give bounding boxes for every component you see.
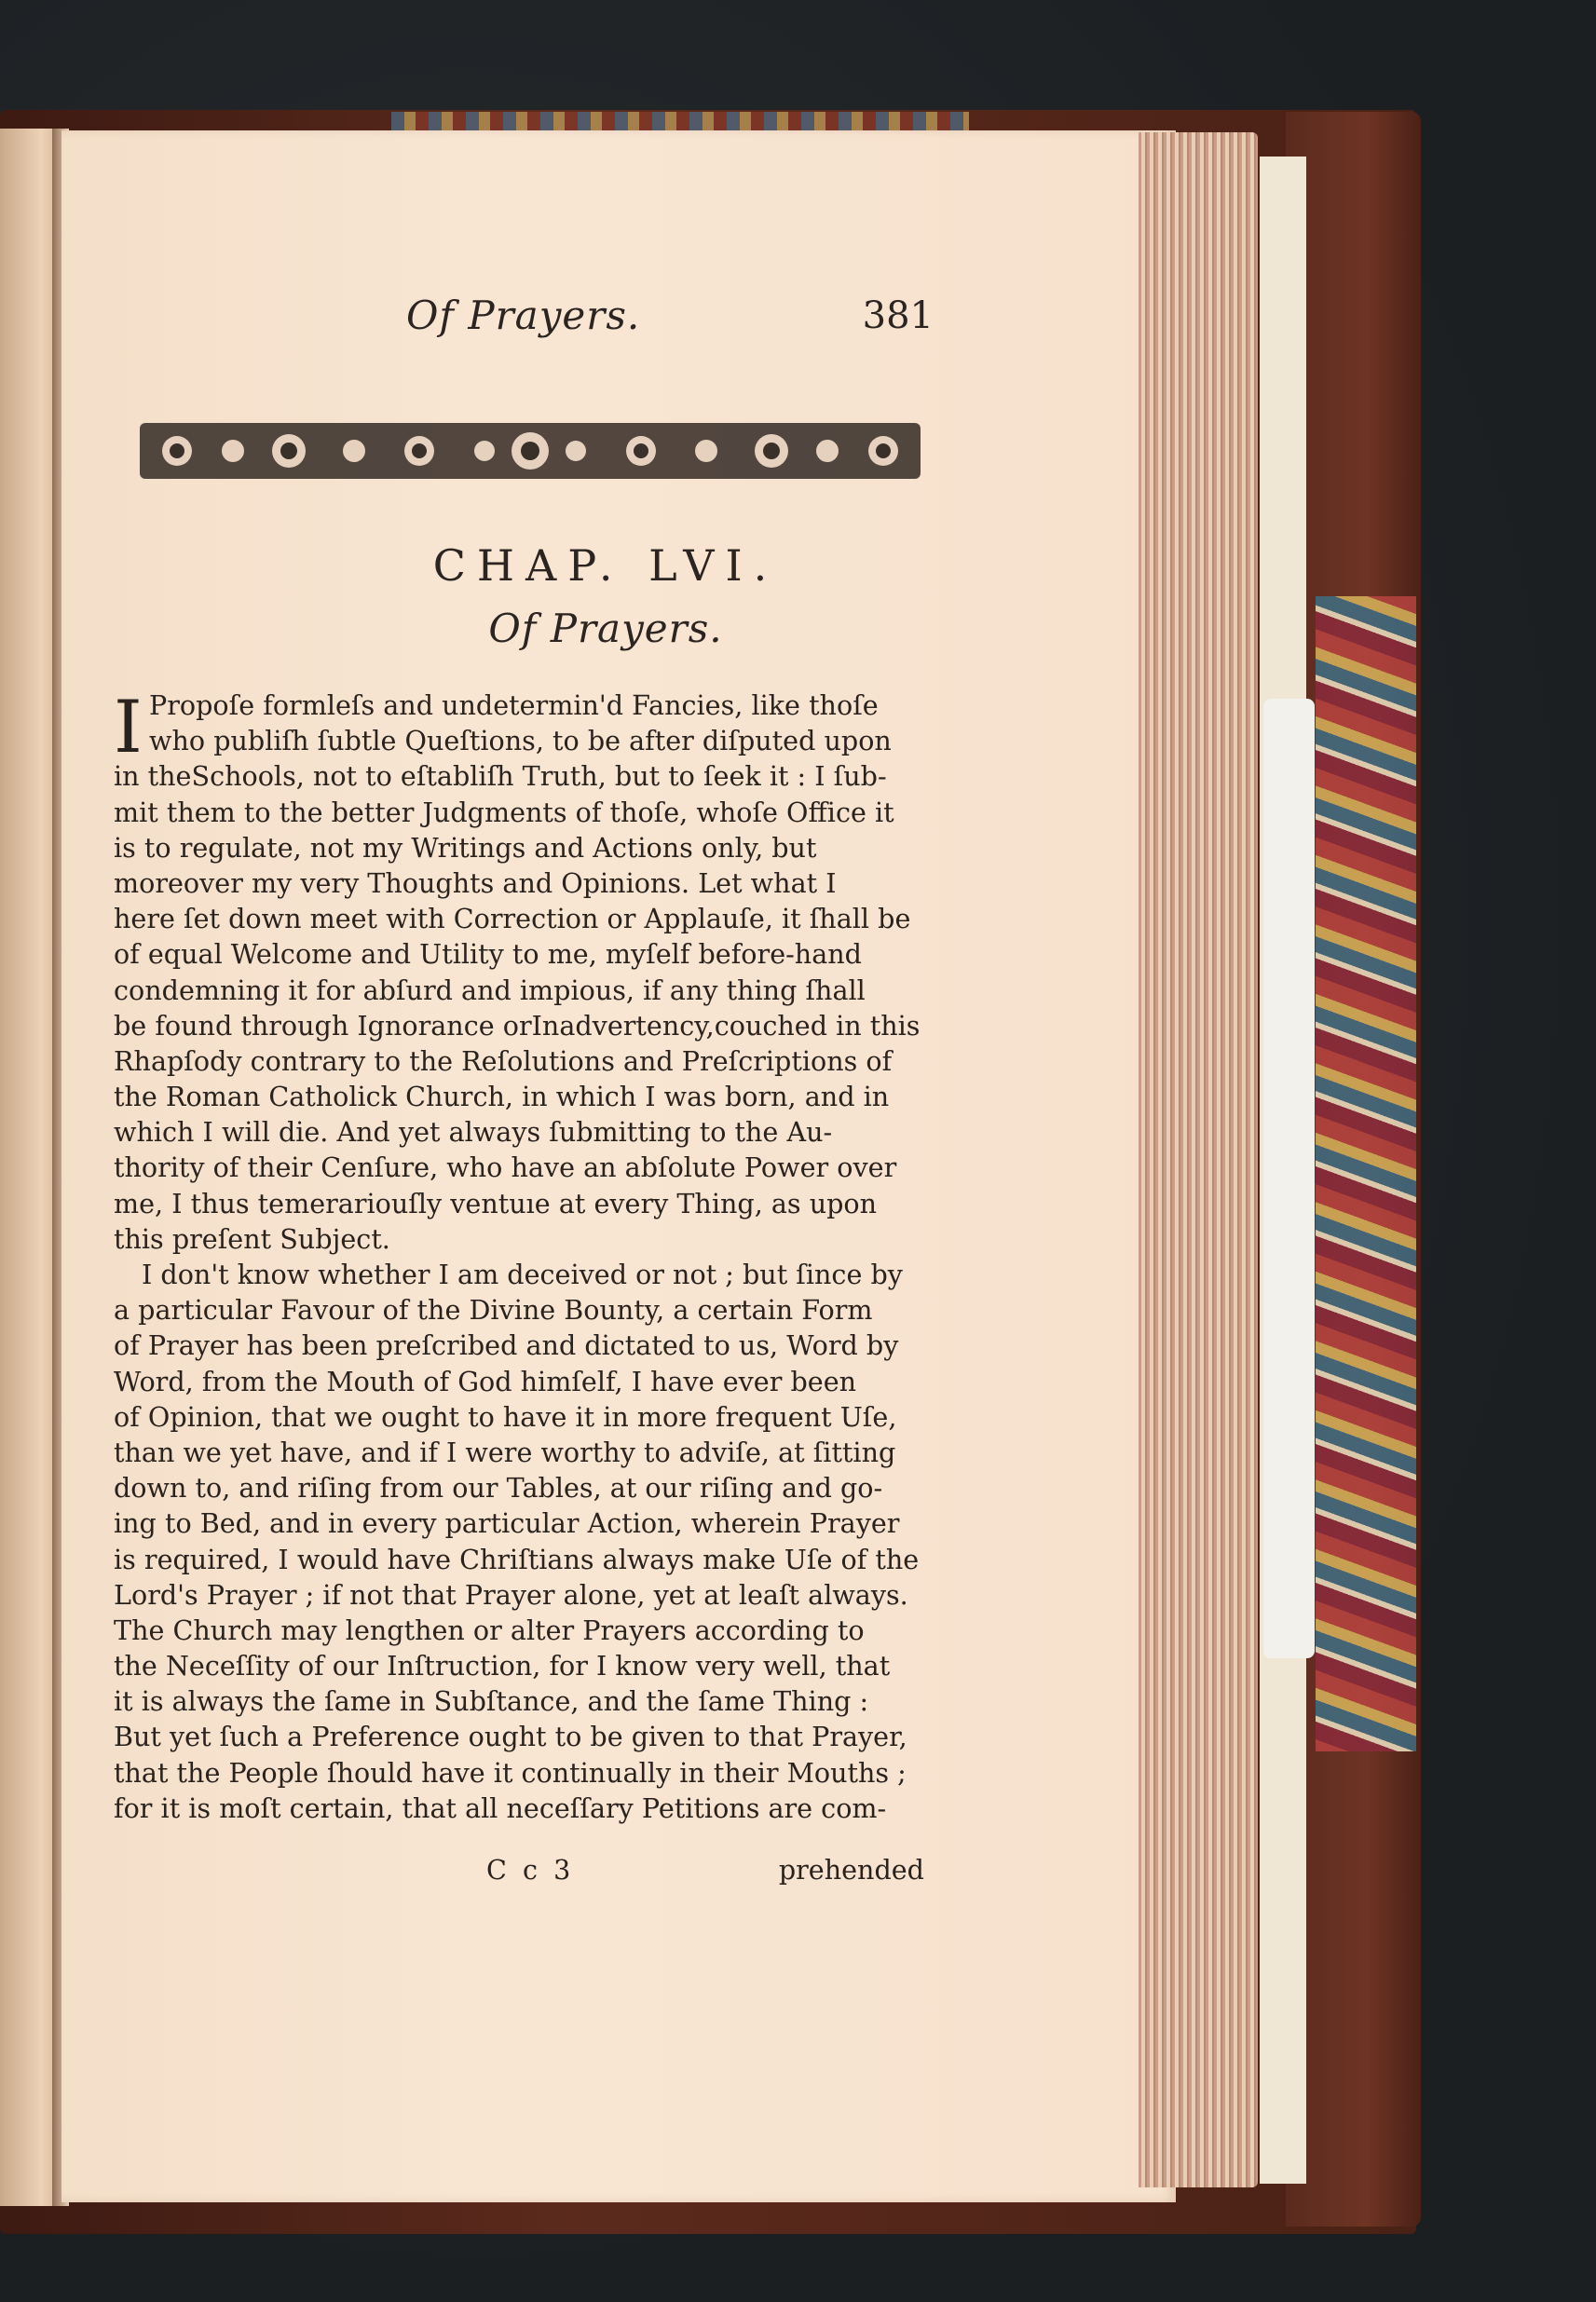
text-line: But yet ſuch a Preference ought to be given to that Prayer, bbox=[114, 1721, 907, 1753]
text-line: condemning it for abſurd and impious, if any thing ſhall bbox=[114, 974, 866, 1006]
text-line: this preſent Subject. bbox=[114, 1222, 390, 1255]
text-line: ing to Bed, and in every particular Action, wherein Prayer bbox=[114, 1507, 900, 1540]
facing-page-edge bbox=[0, 129, 60, 2206]
chapter-title: CHAP. LVI. bbox=[432, 540, 779, 591]
headpiece-ornament bbox=[140, 415, 921, 486]
text-line: Rhapſody contrary to the Reſolutions and Preſcriptions of bbox=[114, 1044, 893, 1077]
text-line: a particular Favour of the Divine Bounty, a certain Form bbox=[114, 1294, 873, 1327]
drop-cap: I bbox=[114, 686, 143, 770]
text-line: here ſet down meet with Correction or Applauſe, it ſhall be bbox=[114, 903, 911, 935]
chapter-subtitle: Of Prayers. bbox=[488, 606, 723, 651]
text-line: down to, and riſing from our Tables, at our riſing and go- bbox=[114, 1472, 883, 1505]
text-line: thority of their Cenſure, who have an abſolute Power over bbox=[114, 1151, 897, 1184]
text-line: I don't know whether I am deceived or not ; but ſince by bbox=[142, 1259, 903, 1290]
text-line: Lord's Prayer ; if not that Prayer alone, yet at leaſt always. bbox=[114, 1578, 908, 1611]
text-line: Word, from the Mouth of God himſelf, I have ever been bbox=[114, 1365, 857, 1397]
text-line: The Church may lengthen or alter Prayers according to bbox=[114, 1614, 865, 1646]
page-number: 381 bbox=[862, 294, 934, 337]
text-line: that the People ſhould have it continually in their Mouths ; bbox=[114, 1756, 907, 1789]
text-line: which I will die. And yet always ſubmitting to the Au- bbox=[114, 1116, 833, 1149]
signature-mark: C c 3 bbox=[486, 1854, 575, 1886]
text-line: moreover my very Thoughts and Opinions. Let what I bbox=[114, 866, 837, 899]
text-line: it is always the ſame in Subſtance, and the ſame Thing : bbox=[114, 1685, 869, 1718]
text-line: of Prayer has been preſcribed and dictated to us, Word by bbox=[114, 1329, 899, 1362]
text-line: is required, I would have Chriſtians always make Uſe of the bbox=[114, 1543, 920, 1575]
text-line: of Opinion, that we ought to have it in more frequent Uſe, bbox=[114, 1400, 897, 1433]
page-insert-slip bbox=[1263, 699, 1315, 1658]
text-line: than we yet have, and if I were worthy to adviſe, at ſitting bbox=[114, 1436, 896, 1468]
text-line: of equal Welcome and Utility to me, myſelf before-hand bbox=[114, 938, 862, 971]
text-line: who publiſh ſubtle Queſtions, to be after diſputed upon bbox=[149, 725, 892, 757]
text-line: the Neceſſity of our Inſtruction, for I know very well, that bbox=[114, 1650, 891, 1682]
text-line: the Roman Catholick Church, in which I was born, and in bbox=[114, 1081, 890, 1113]
text-line: is to regulate, not my Writings and Actions only, but bbox=[114, 831, 817, 864]
page-footer bbox=[114, 1854, 924, 1891]
text-line: for it is moſt certain, that all neceſſary Petitions are com- bbox=[114, 1791, 887, 1824]
running-header bbox=[406, 293, 934, 348]
text-line: be found through Ignorance orInadvertency,couched in this bbox=[114, 1009, 921, 1042]
marbled-edge-top bbox=[391, 112, 969, 132]
text-line: mit them to the better Judgments of thoſe, whoſe Office it bbox=[114, 796, 894, 828]
running-title: Of Prayers. bbox=[406, 293, 641, 338]
page-edges bbox=[1139, 132, 1258, 2187]
text-line: in theSchools, not to eſtabliſh Truth, but to ſeek it : I ſub- bbox=[114, 760, 887, 793]
catchword: prehended bbox=[778, 1854, 924, 1886]
marbled-endpaper bbox=[1316, 596, 1416, 1751]
text-line: Propoſe formleſs and undetermin'd Fancies, like thoſe bbox=[149, 689, 879, 721]
body-text bbox=[114, 688, 924, 1826]
text-line: me, I thus temerariouſly ventuıe at every Thing, as upon bbox=[114, 1187, 878, 1219]
